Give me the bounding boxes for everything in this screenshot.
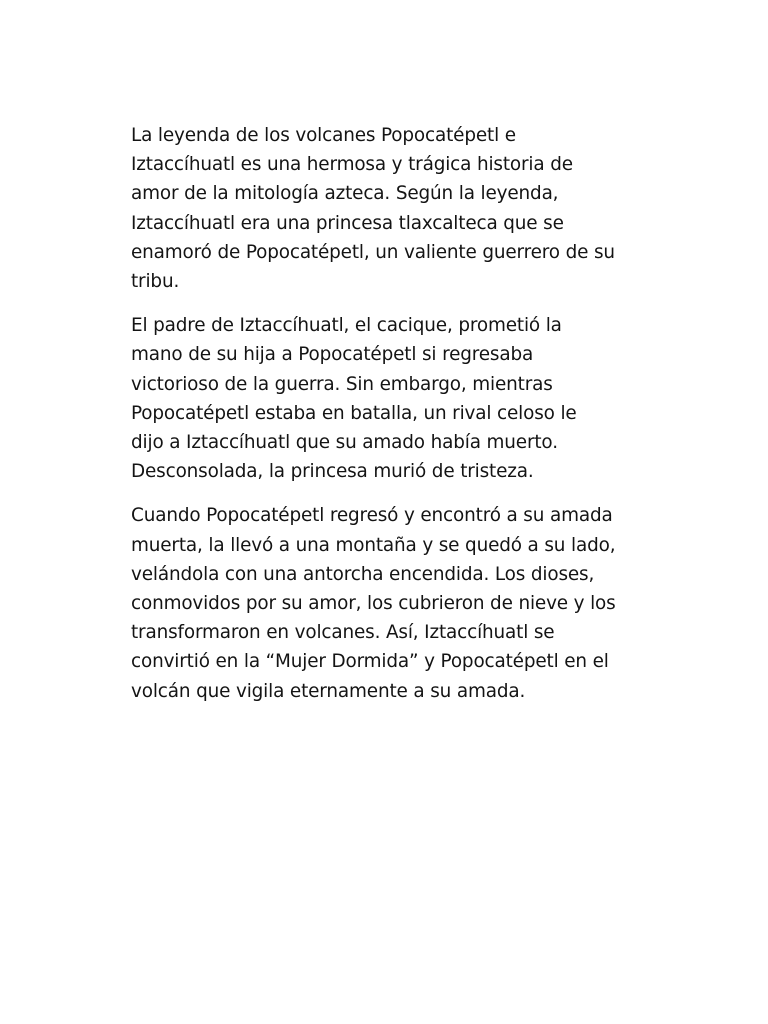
paragraph-line: convirtió en la “Mujer Dormida” y Popocatépetl en el bbox=[131, 651, 609, 673]
paragraph-line: conmovidos por su amor, los cubrieron de nieve y los bbox=[131, 593, 616, 615]
paragraph-line: Iztaccíhuatl era una princesa tlaxcalteca que se bbox=[131, 212, 564, 234]
paragraph-line: tribu. bbox=[131, 271, 180, 293]
paragraph-line: enamoró de Popocatépetl, un valiente guerrero de su bbox=[131, 241, 615, 263]
document-body bbox=[131, 121, 641, 721]
paragraph-line: mano de su hija a Popocatépetl si regresaba bbox=[131, 344, 534, 366]
paragraph-3 bbox=[131, 501, 641, 705]
paragraph-line: dijo a Iztaccíhuatl que su amado había muerto. bbox=[131, 432, 558, 454]
paragraph-line: amor de la mitología azteca. Según la leyenda, bbox=[131, 183, 559, 205]
paragraph-2 bbox=[131, 311, 641, 486]
paragraph-line: Cuando Popocatépetl regresó y encontró a su amada bbox=[131, 505, 613, 527]
paragraph-line: victorioso de la guerra. Sin embargo, mientras bbox=[131, 373, 553, 395]
paragraph-line: volcán que vigila eternamente a su amada. bbox=[131, 680, 526, 702]
paragraph-1 bbox=[131, 121, 641, 296]
paragraph-line: velándola con una antorcha encendida. Los dioses, bbox=[131, 563, 595, 585]
paragraph-line: muerta, la llevó a una montaña y se quedó a su lado, bbox=[131, 534, 616, 556]
paragraph-line: Desconsolada, la princesa murió de tristeza. bbox=[131, 461, 534, 483]
paragraph-line: El padre de Iztaccíhuatl, el cacique, prometió la bbox=[131, 315, 562, 337]
paragraph-line: La leyenda de los volcanes Popocatépetl e bbox=[131, 125, 516, 146]
paragraph-line: Iztaccíhuatl es una hermosa y trágica historia de bbox=[131, 154, 573, 176]
paragraph-line: transformaron en volcanes. Así, Iztaccíhuatl se bbox=[131, 622, 555, 644]
paragraph-line: Popocatépetl estaba en batalla, un rival celoso le bbox=[131, 402, 577, 424]
